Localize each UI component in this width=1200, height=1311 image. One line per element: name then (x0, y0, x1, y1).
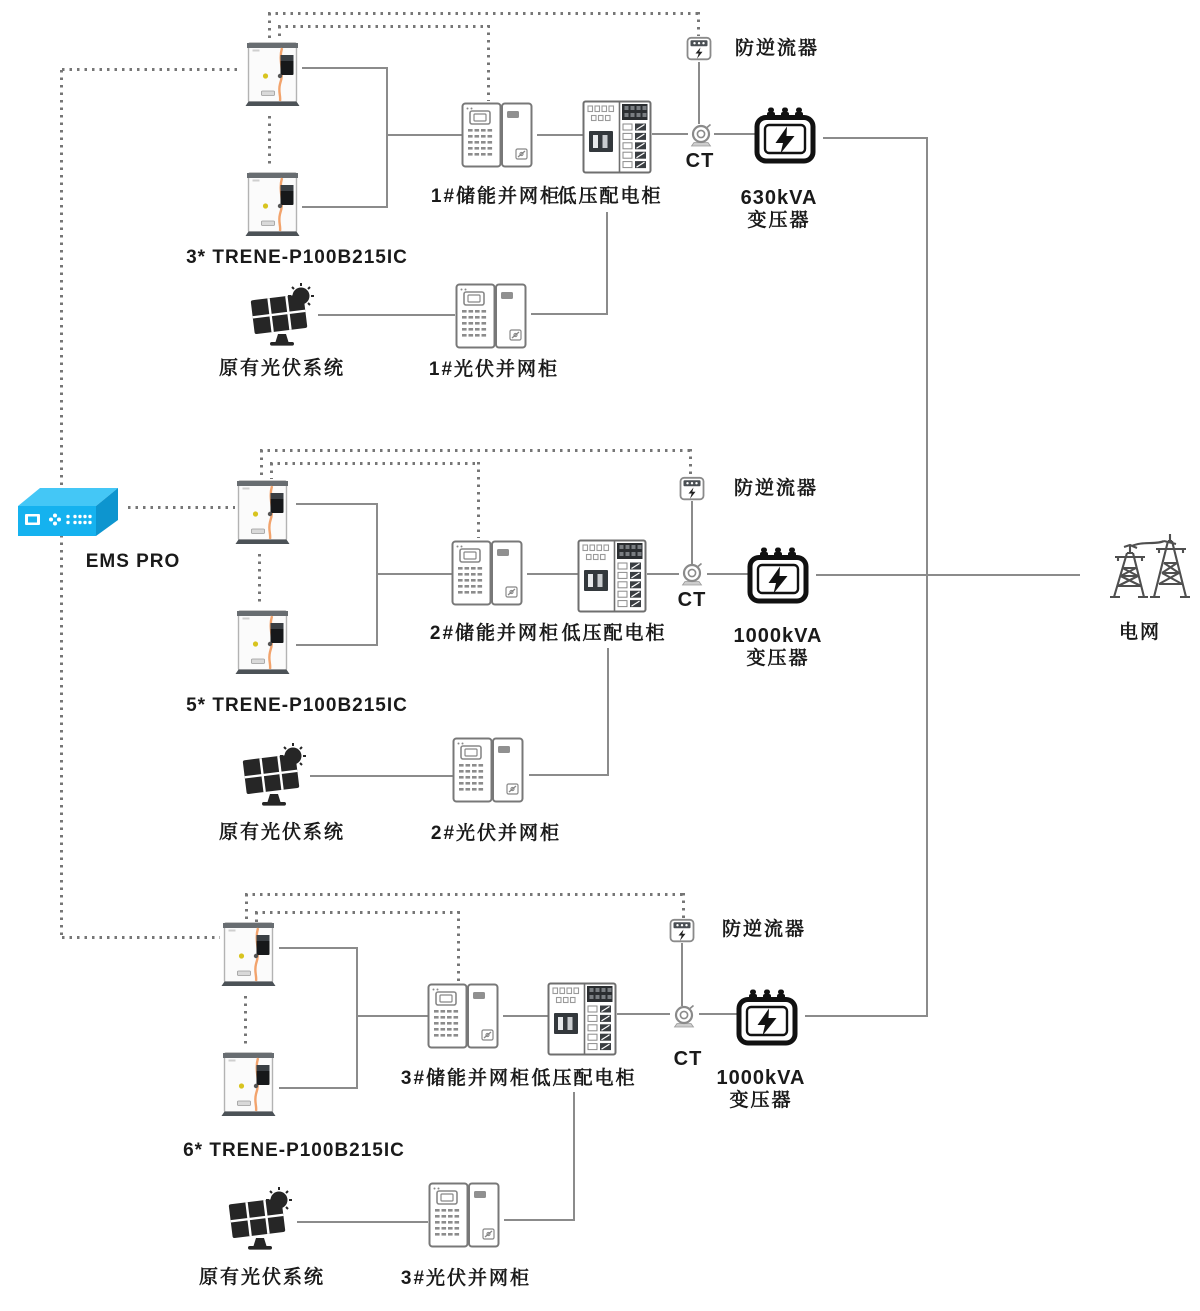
power-line (816, 574, 1080, 576)
grid-label: 电网 (1118, 622, 1161, 643)
power-line (302, 67, 388, 69)
lv-distribution-cabinet-icon (577, 539, 647, 613)
power-line (926, 137, 928, 1017)
storage-grid-cabinet-icon (451, 540, 523, 606)
existing-pv-label: 原有光伏系统 (218, 822, 345, 843)
power-line (378, 573, 452, 575)
comm-line (245, 893, 685, 896)
comm-line (477, 462, 480, 538)
power-line (691, 501, 693, 564)
comm-line (689, 449, 692, 476)
existing-pv-label: 原有光伏系统 (218, 358, 345, 379)
lv-cabinet-label: 低压配电柜 (561, 623, 667, 644)
ems-label: EMS PRO (85, 551, 181, 572)
storage-cabinet-label: 1#储能并网柜 (430, 186, 562, 207)
power-line (606, 212, 608, 315)
anti-backflow-label: 防逆流器 (734, 478, 819, 499)
power-line (647, 573, 679, 575)
battery-cabinet-icon (220, 920, 277, 988)
power-line (573, 1092, 575, 1220)
power-line (529, 774, 609, 776)
comm-line (697, 12, 700, 36)
power-line (652, 133, 688, 135)
battery-stack-dots (258, 554, 261, 602)
transformer-icon (747, 546, 809, 604)
pv-cabinet-label: 2#光伏并网柜 (430, 823, 562, 844)
pv-grid-cabinet-icon (452, 737, 524, 803)
ct-sensor-icon (669, 1004, 699, 1028)
battery-units-label: 6* TRENE-P100B215IC (183, 1140, 405, 1161)
lv-distribution-cabinet-icon (582, 100, 652, 174)
solar-panel-icon (224, 1186, 298, 1252)
storage-cabinet-label: 3#储能并网柜 (400, 1068, 532, 1089)
power-line (707, 573, 748, 575)
transformer-capacity-label: 1000kVA (733, 625, 823, 647)
power-line (504, 1219, 575, 1221)
lv-distribution-cabinet-icon (547, 982, 617, 1056)
power-line (527, 573, 578, 575)
power-line (503, 1015, 548, 1017)
comm-line (255, 911, 460, 914)
comm-line (270, 463, 273, 479)
pv-grid-cabinet-icon (428, 1182, 500, 1248)
battery-cabinet-icon (244, 170, 301, 238)
power-line (681, 943, 683, 1006)
anti-backflow-label: 防逆流器 (735, 38, 820, 59)
battery-units-label: 3* TRENE-P100B215IC (186, 247, 408, 268)
comm-line (268, 12, 700, 15)
anti-backflow-meter-icon (686, 36, 712, 61)
comm-line (128, 506, 235, 509)
storage-grid-cabinet-icon (461, 102, 533, 168)
transformer-capacity-label: 1000kVA (716, 1067, 806, 1089)
power-line (279, 947, 358, 949)
transformer-capacity-label: 630kVA (740, 187, 818, 209)
power-line (310, 775, 453, 777)
comm-line (682, 893, 685, 918)
ct-label: CT (677, 589, 707, 611)
ct-sensor-icon (677, 562, 707, 586)
power-line (537, 134, 583, 136)
storage-cabinet-label: 2#储能并网柜 (429, 623, 561, 644)
pv-grid-cabinet-icon (455, 283, 527, 349)
pv-cabinet-label: 1#光伏并网柜 (428, 359, 560, 380)
existing-pv-label: 原有光伏系统 (198, 1267, 325, 1288)
battery-stack-dots (244, 996, 247, 1044)
power-line (607, 648, 609, 775)
solar-panel-icon (246, 282, 320, 348)
battery-cabinet-icon (220, 1050, 277, 1118)
comm-line (278, 26, 281, 41)
power-line (698, 62, 700, 124)
grid-towers-icon (1102, 530, 1190, 602)
comm-line (260, 450, 263, 478)
battery-cabinet-icon (244, 40, 301, 108)
ct-label: CT (685, 150, 715, 172)
power-line (318, 314, 455, 316)
transformer-name-label: 变压器 (729, 1090, 793, 1111)
comm-line (278, 25, 490, 28)
comm-line (260, 449, 692, 452)
ct-sensor-icon (686, 123, 716, 147)
lv-cabinet-label: 低压配电柜 (557, 186, 663, 207)
comm-line (62, 936, 220, 939)
ems-device-icon (12, 482, 124, 540)
battery-cabinet-icon (234, 608, 291, 676)
storage-grid-cabinet-icon (427, 983, 499, 1049)
pv-cabinet-label: 3#光伏并网柜 (400, 1268, 532, 1289)
battery-cabinet-icon (234, 478, 291, 546)
power-line (617, 1013, 670, 1015)
lv-cabinet-label: 低压配电柜 (531, 1068, 637, 1089)
comm-line (487, 25, 490, 101)
power-line (356, 947, 358, 1088)
comm-line (268, 13, 271, 41)
transformer-icon (754, 106, 816, 164)
power-line (297, 1221, 428, 1223)
battery-units-label: 5* TRENE-P100B215IC (186, 695, 408, 716)
anti-backflow-label: 防逆流器 (722, 919, 807, 940)
ct-label: CT (673, 1048, 703, 1070)
comm-line (457, 911, 460, 982)
power-line (358, 1015, 428, 1017)
transformer-icon (736, 988, 798, 1046)
comm-line (62, 68, 240, 71)
power-line (388, 134, 462, 136)
comm-line (270, 462, 480, 465)
transformer-name-label: 变压器 (746, 648, 810, 669)
power-line (699, 1013, 737, 1015)
transformer-name-label: 变压器 (747, 210, 811, 231)
anti-backflow-meter-icon (669, 918, 695, 943)
power-line (805, 1015, 928, 1017)
anti-backflow-meter-icon (679, 476, 705, 501)
battery-stack-dots (268, 116, 271, 164)
power-line (531, 313, 608, 315)
solar-panel-icon (238, 742, 312, 808)
power-line (296, 644, 378, 646)
power-line (714, 133, 755, 135)
power-line (823, 137, 928, 139)
power-line (296, 503, 378, 505)
comm-line (245, 894, 248, 921)
